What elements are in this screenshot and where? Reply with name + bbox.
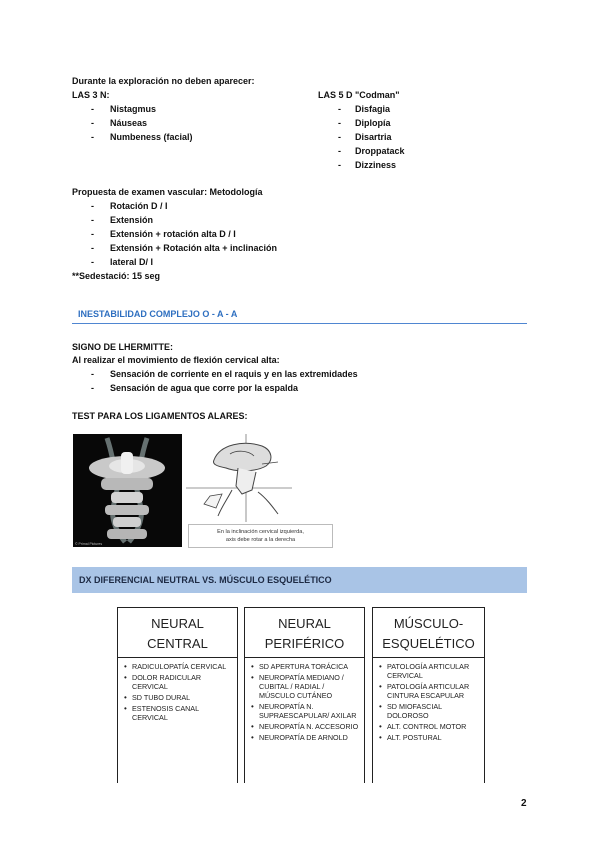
exam-intro: Durante la exploración no deben aparecer:: [72, 76, 255, 86]
vascular-item: Extensión + rotación alta D / I: [110, 229, 236, 239]
list-item: • NEUROPATÍA DE ARNOLD: [259, 733, 360, 742]
five-d-title: LAS 5 D "Codman": [318, 90, 400, 100]
alar-ligament-drawing: [186, 434, 292, 522]
dx-column-neural-central: [117, 607, 238, 783]
dash: -: [91, 118, 94, 128]
column-title: PERIFÉRICO: [264, 636, 345, 651]
lhermitte-item: Sensación de agua que corre por la espalda: [110, 383, 299, 393]
column-title: NEURAL: [278, 616, 331, 631]
three-n-item: Náuseas: [110, 118, 148, 128]
vertebrae-photo: [73, 434, 182, 547]
dash: -: [91, 369, 94, 379]
dash: -: [338, 132, 341, 142]
list-item: • SD TUBO DURAL: [132, 693, 233, 702]
list-item: • NEUROPATÍA N. ACCESORIO: [259, 722, 360, 731]
three-n-title: LAS 3 N:: [72, 90, 110, 100]
dx-column-musculo-esqueletico: [372, 607, 485, 783]
column-title: NEURAL: [151, 616, 204, 631]
dash: -: [91, 229, 94, 239]
photo-credit: © Primal Pictures: [75, 542, 103, 546]
vascular-item: Extensión + Rotación alta + inclinación: [110, 243, 278, 253]
vascular-note: **Sedestació: 15 seg: [72, 271, 161, 281]
list-item: • DOLOR RADICULAR CERVICAL: [132, 673, 233, 691]
instability-heading: INESTABILIDAD COMPLEJO O - A - A: [78, 309, 238, 319]
column-title: CENTRAL: [147, 636, 208, 651]
dash: -: [338, 146, 341, 156]
dx-heading: DX DIFERENCIAL NEUTRAL VS. MÚSCULO ESQUELÉTICO: [79, 575, 332, 585]
list-item: • PATOLOGÍA ARTICULAR CERVICAL: [387, 662, 480, 680]
diagram-caption: [188, 524, 333, 548]
vascular-item: Extensión: [110, 215, 154, 225]
three-n-item: Nistagmus: [110, 104, 157, 114]
five-d-item: Disartria: [355, 132, 392, 142]
caption-line: axis debe rotar a la derecha: [225, 537, 296, 543]
vascular-title: Propuesta de examen vascular: Metodología: [72, 187, 263, 197]
dash: -: [91, 215, 94, 225]
column-title: MÚSCULO-: [393, 616, 464, 631]
five-d-item: Diplopía: [355, 118, 391, 128]
lhermitte-item: Sensación de corriente en el raquis y en las extremidades: [110, 369, 358, 379]
dash: -: [338, 160, 341, 170]
dash: -: [91, 201, 94, 211]
dash: -: [91, 243, 94, 253]
ligaments-title: TEST PARA LOS LIGAMENTOS ALARES:: [72, 411, 248, 421]
page-number: 2: [521, 798, 527, 809]
caption-line: En la inclinación cervical izquierda,: [217, 529, 304, 535]
list-item: • ESTENOSIS CANAL CERVICAL: [132, 704, 233, 722]
three-n-item: Numbeness (facial): [110, 132, 193, 142]
list-item: • ALT. CONTROL MOTOR: [387, 722, 480, 731]
five-d-item: Dizziness: [355, 160, 397, 170]
dash: -: [91, 257, 94, 267]
list-item: • SD MIOFASCIAL DOLOROSO: [387, 702, 480, 720]
list-item: • NEUROPATÍA N. SUPRAESCAPULAR/ AXILAR: [259, 702, 360, 720]
dash: -: [338, 118, 341, 128]
lhermitte-title: SIGNO DE LHERMITTE:: [72, 342, 173, 352]
list-item: • SD APERTURA TORÁCICA: [259, 662, 360, 671]
dash: -: [338, 104, 341, 114]
dx-column-neural-periferico: [244, 607, 365, 783]
list-item: • RADICULOPATÍA CERVICAL: [132, 662, 233, 671]
five-d-item: Droppatack: [355, 146, 405, 156]
alar-diagram: [186, 434, 292, 522]
heading-rule: [72, 323, 527, 324]
spine-illustration: [73, 434, 182, 547]
dash: -: [91, 132, 94, 142]
list-item: • PATOLOGÍA ARTICULAR CINTURA ESCAPULAR: [387, 682, 480, 700]
vascular-item: lateral D/ I: [110, 257, 154, 267]
lhermitte-subtitle: Al realizar el movimiento de flexión cervical alta:: [72, 355, 280, 365]
vascular-item: Rotación D / I: [110, 201, 168, 211]
five-d-item: Disfagia: [355, 104, 391, 114]
dash: -: [91, 383, 94, 393]
dash: -: [91, 104, 94, 114]
list-item: • ALT. POSTURAL: [387, 733, 480, 742]
list-item: • NEUROPATÍA MEDIANO / CUBITAL / RADIAL / MÚSCULO CUTÁNEO: [259, 673, 360, 700]
column-title: ESQUELÉTICO: [382, 636, 475, 651]
